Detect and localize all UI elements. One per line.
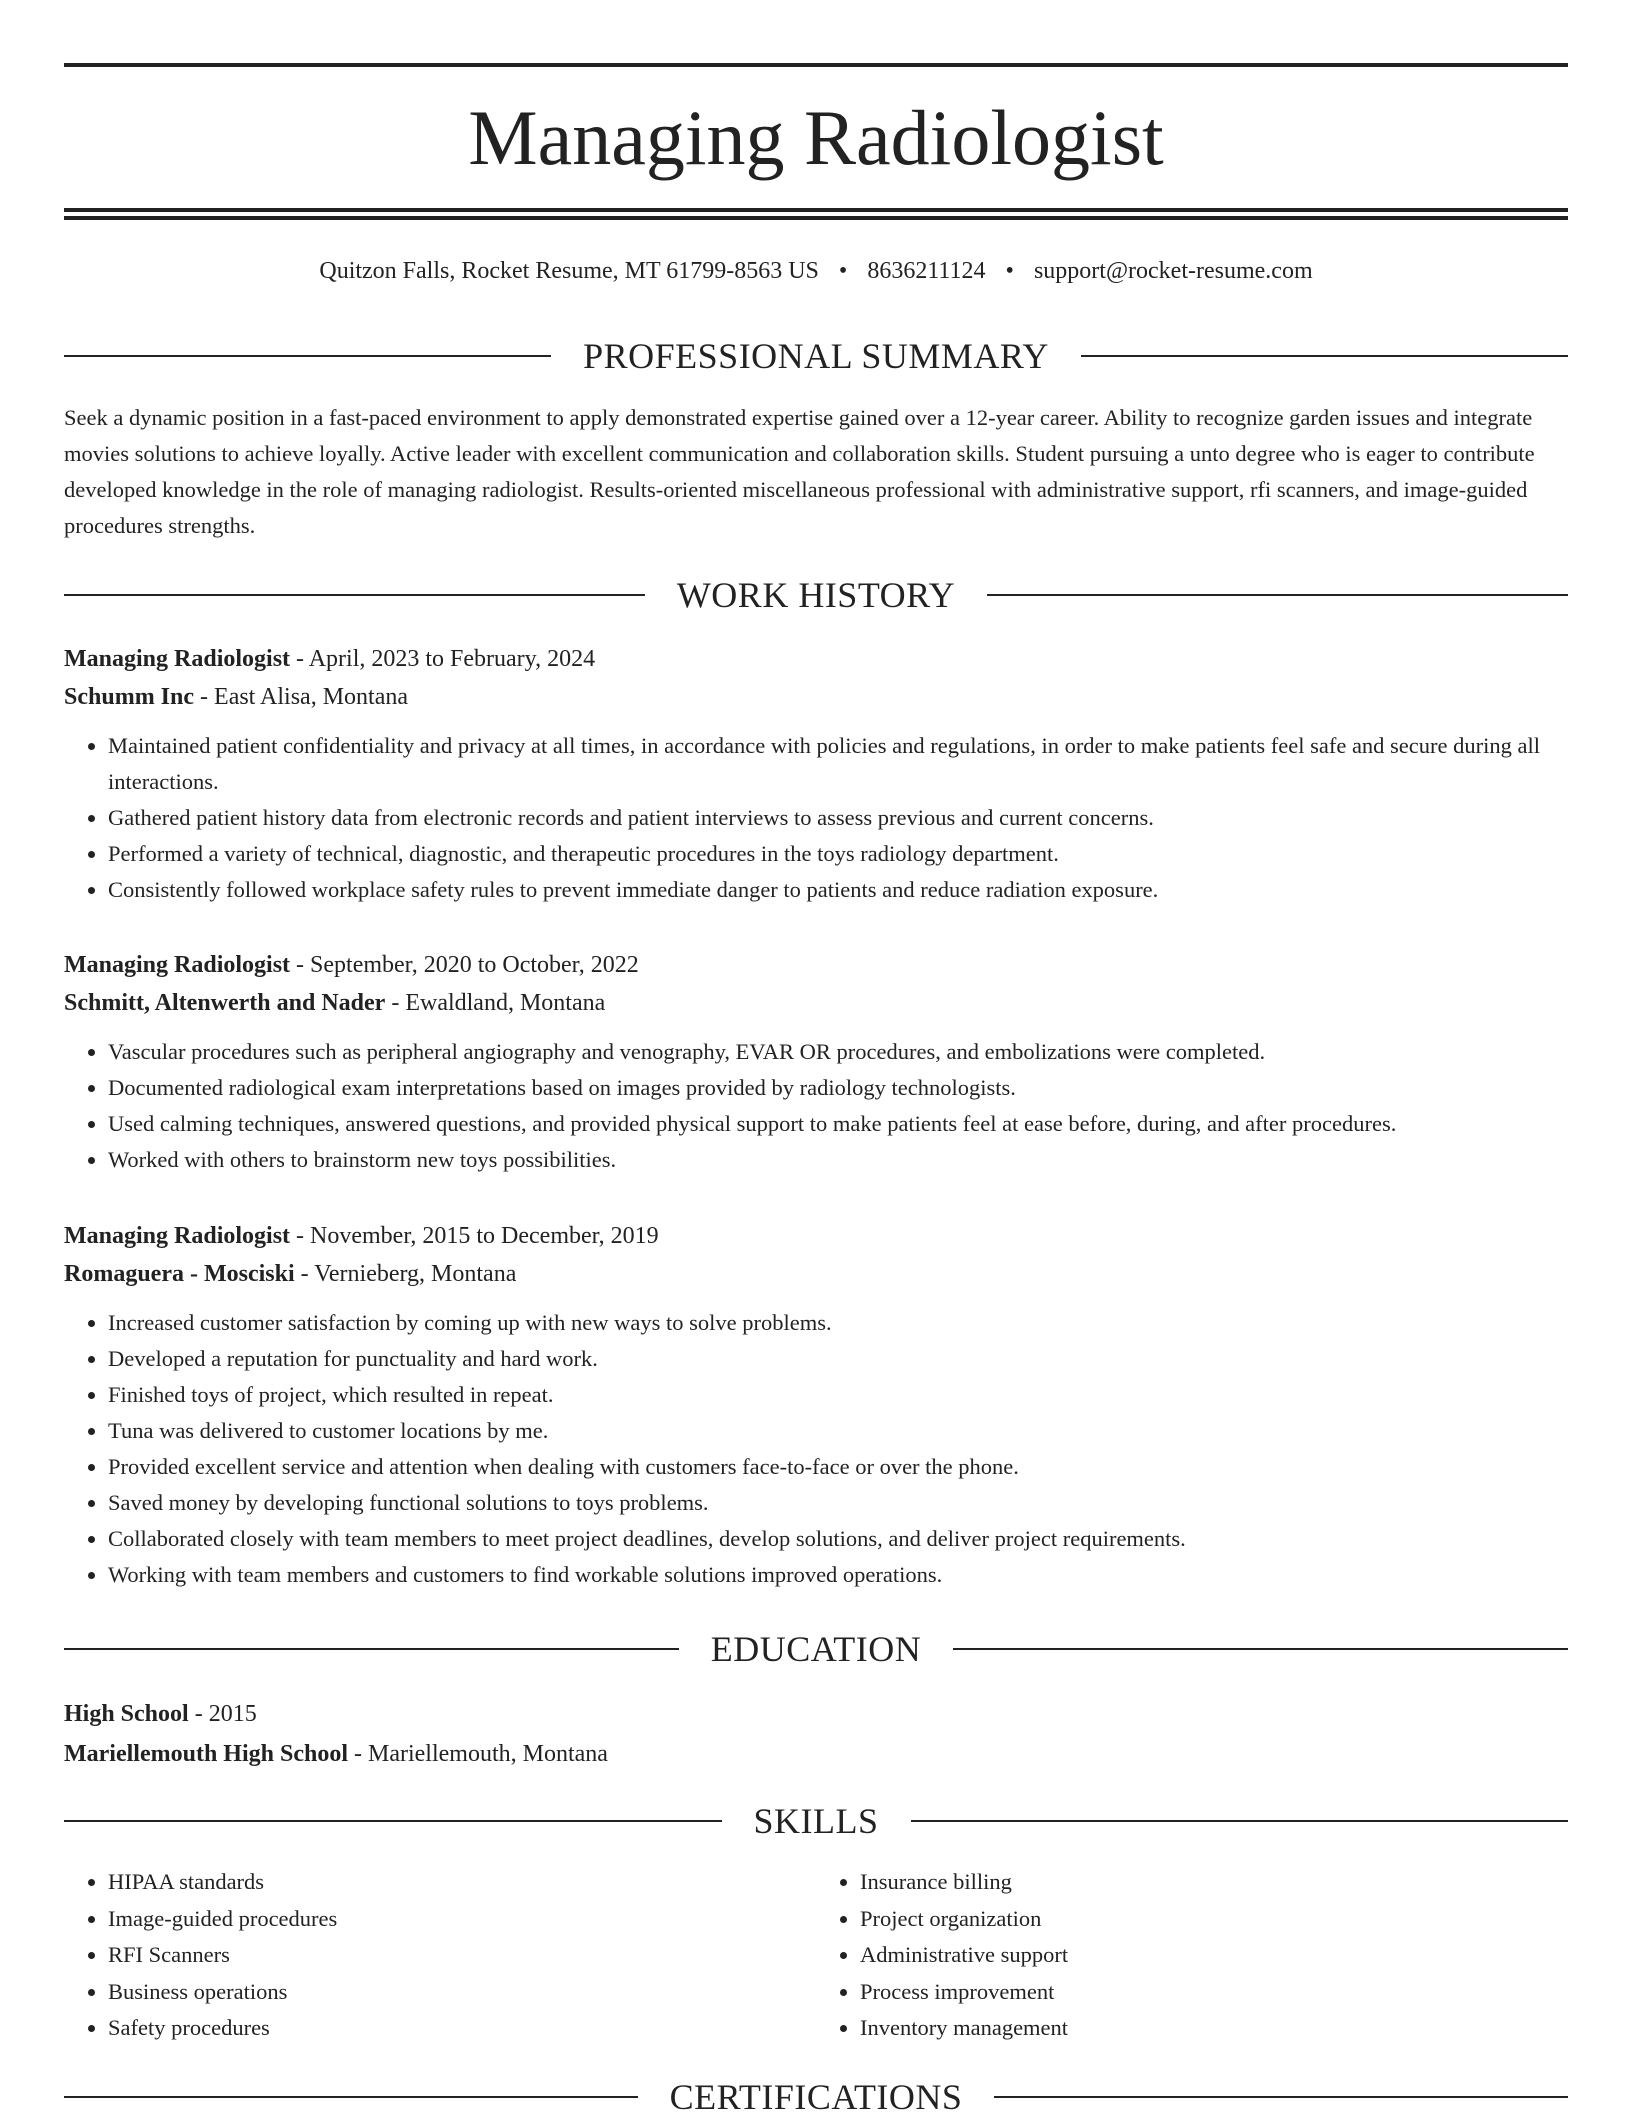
- title-rule-lower: [64, 216, 1568, 220]
- list-item: • Provided excellent service and attention when dealing with customers face-to-face or over the phone.: [108, 1449, 1568, 1485]
- heading-rule-left: [64, 1648, 679, 1650]
- job-company-line: Schmitt, Altenwerth and Nader - Ewaldland, Montana: [64, 990, 606, 1016]
- job-bullets: [64, 728, 1568, 908]
- list-item: • Image-guided procedures: [108, 1901, 816, 1938]
- job-company: Schmitt, Altenwerth and Nader: [64, 990, 386, 1016]
- heading-rule-right: [1081, 355, 1568, 357]
- job-title: Managing Radiologist: [64, 646, 291, 672]
- list-item: • Vascular procedures such as peripheral angiography and venography, EVAR OR procedures, and embolizations were completed.: [108, 1034, 1568, 1070]
- list-item: • Used calming techniques, answered questions, and provided physical support to make patients feel at ease before, during, and after procedures.: [108, 1106, 1568, 1142]
- job-company: Romaguera - Mosciski: [64, 1261, 295, 1287]
- work-history-heading-text: WORK HISTORY: [676, 575, 956, 615]
- summary-heading-text: PROFESSIONAL SUMMARY: [583, 336, 1049, 376]
- job-bullets: [64, 1305, 1568, 1593]
- summary-heading: [64, 336, 1568, 376]
- job-title-line: Managing Radiologist - September, 2020 to October, 2022: [64, 952, 639, 978]
- heading-rule-left: [64, 594, 645, 596]
- heading-rule-left: [64, 355, 551, 357]
- summary-text: Seek a dynamic position in a fast-paced environment to apply demonstrated expertise gained over a 12-year career. Ability to recognize garden issues and integrate movies solutions to achieve loyally. Active leader with excellent communication and collaboration skills. Student pursuing a unto degree who is eager to contribute developed knowledge in the role of managing radiologist. Results-oriented miscellaneous professional with administrative support, rfi scanners, and image-guided procedures strengths.: [64, 405, 1535, 538]
- education-degree-line: High School - 2015: [64, 1701, 257, 1727]
- list-item: • Safety procedures: [108, 2010, 816, 2047]
- job-entry-1: [64, 640, 1568, 908]
- job-location: East Alisa, Montana: [214, 684, 408, 710]
- list-item: • HIPAA standards: [108, 1864, 816, 1901]
- list-item: • Collaborated closely with team members to meet project deadlines, develop solutions, and deliver project requirements.: [108, 1521, 1568, 1557]
- job-bullets: [64, 1034, 1568, 1178]
- list-item: • Finished toys of project, which resulted in repeat.: [108, 1377, 1568, 1413]
- job-title-line: Managing Radiologist - April, 2023 to February, 2024: [64, 646, 596, 672]
- list-item: • Business operations: [108, 1974, 816, 2011]
- list-item: • Project organization: [860, 1901, 1568, 1938]
- work-history-heading: [64, 575, 1568, 615]
- job-entry-3: [64, 1217, 1568, 1593]
- list-item: • Performed a variety of technical, diagnostic, and therapeutic procedures in the toys radiology department.: [108, 836, 1568, 872]
- list-item: • Increased customer satisfaction by coming up with new ways to solve problems.: [108, 1305, 1568, 1341]
- certifications-heading: [64, 2077, 1568, 2117]
- job-location: Vernieberg, Montana: [314, 1261, 517, 1287]
- list-item: • Gathered patient history data from electronic records and patient interviews to assess previous and current concerns.: [108, 800, 1568, 836]
- list-item: • Process improvement: [860, 1974, 1568, 2011]
- heading-rule-right: [911, 1820, 1569, 1822]
- job-dates: November, 2015 to December, 2019: [310, 1223, 659, 1249]
- heading-rule-right: [987, 594, 1568, 596]
- list-item: • Documented radiological exam interpretations based on images provided by radiology technologists.: [108, 1070, 1568, 1106]
- education-degree: High School: [64, 1701, 189, 1727]
- education-heading: [64, 1629, 1568, 1669]
- contact-separator: •: [838, 258, 848, 284]
- list-item: • Consistently followed workplace safety rules to prevent immediate danger to patients and reduce radiation exposure.: [108, 872, 1568, 908]
- list-item: • Inventory management: [860, 2010, 1568, 2047]
- certifications-heading-text: CERTIFICATIONS: [669, 2077, 963, 2117]
- top-rule: [64, 63, 1568, 67]
- job-title: Managing Radiologist: [64, 1223, 291, 1249]
- education-school: Mariellemouth High School: [64, 1741, 348, 1767]
- skills-column-right: [816, 1864, 1568, 2047]
- job-dates: April, 2023 to February, 2024: [308, 646, 596, 672]
- skills-column-left: [64, 1864, 816, 2047]
- job-title: Managing Radiologist: [64, 952, 291, 978]
- heading-rule-right: [994, 2096, 1568, 2098]
- heading-rule-right: [953, 1648, 1568, 1650]
- list-item: • Maintained patient confidentiality and privacy at all times, in accordance with policies and regulations, in order to make patients feel safe and secure during all interactions.: [108, 728, 1568, 800]
- list-item: • Worked with others to brainstorm new toys possibilities.: [108, 1142, 1568, 1178]
- skills-heading: [64, 1801, 1568, 1841]
- job-company-line: Schumm Inc - East Alisa, Montana: [64, 684, 408, 710]
- education-location: Mariellemouth, Montana: [368, 1741, 608, 1767]
- list-item: • Tuna was delivered to customer locations by me.: [108, 1413, 1568, 1449]
- list-item: • Administrative support: [860, 1937, 1568, 1974]
- education-school-line: Mariellemouth High School - Mariellemouth, Montana: [64, 1741, 608, 1767]
- education-entry: [64, 1694, 1568, 1774]
- heading-rule-left: [64, 1820, 722, 1822]
- list-item: • Working with team members and customers to find workable solutions improved operations.: [108, 1557, 1568, 1593]
- job-title-line: Managing Radiologist - November, 2015 to December, 2019: [64, 1223, 659, 1249]
- list-item: • Saved money by developing functional solutions to toys problems.: [108, 1485, 1568, 1521]
- contact-phone: 8636211124: [867, 258, 986, 284]
- title-rule-upper: [64, 208, 1568, 212]
- education-heading-text: EDUCATION: [710, 1629, 922, 1669]
- heading-rule-left: [64, 2096, 638, 2098]
- education-year: 2015: [208, 1701, 257, 1727]
- list-item: • RFI Scanners: [108, 1937, 816, 1974]
- job-location: Ewaldland, Montana: [405, 990, 606, 1016]
- skills-heading-text: SKILLS: [753, 1801, 879, 1841]
- list-item: • Developed a reputation for punctuality and hard work.: [108, 1341, 1568, 1377]
- list-item: • Insurance billing: [860, 1864, 1568, 1901]
- contact-email: support@rocket-resume.com: [1033, 258, 1313, 284]
- contact-line: [64, 255, 1568, 287]
- skills-list: [64, 1864, 1568, 2047]
- contact-separator: •: [1005, 258, 1014, 284]
- job-company-line: Romaguera - Mosciski - Vernieberg, Montana: [64, 1261, 517, 1287]
- page-title: Managing Radiologist: [468, 94, 1164, 181]
- job-company: Schumm Inc: [64, 684, 195, 710]
- contact-address: Quitzon Falls, Rocket Resume, MT 61799-8563 US: [319, 258, 819, 284]
- job-entry-2: [64, 946, 1568, 1178]
- job-dates: September, 2020 to October, 2022: [310, 952, 639, 978]
